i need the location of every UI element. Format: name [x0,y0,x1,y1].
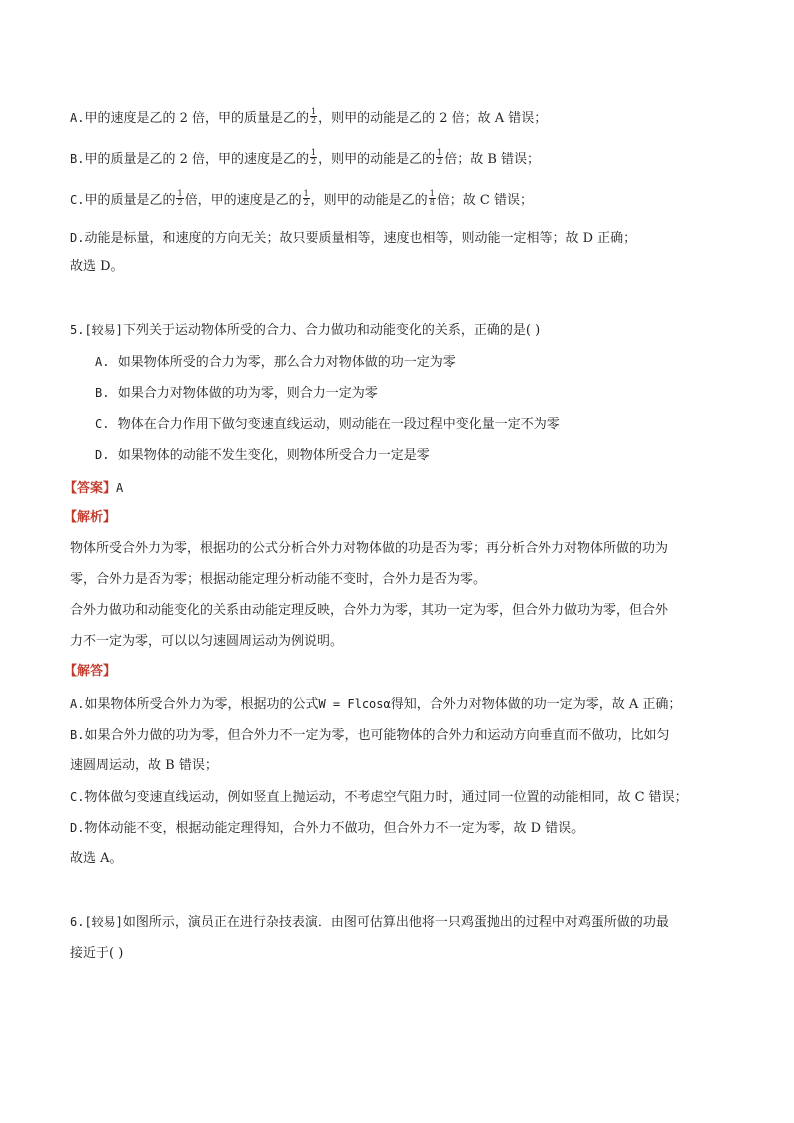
option-prefix: C. [70,790,85,804]
option-label: C. [95,417,110,431]
option-text: 物体在合力作用下做匀变速直线运动，则动能在一段过程中变化量一定不为零 [117,417,560,432]
prev-solution-d [70,228,636,249]
analysis-line: 零，合外力是否为零；根据动能定理分析动能不变时，合外力是否为零。 [70,572,487,587]
prev-solution-c [70,190,533,211]
solution-a [70,694,681,715]
solution-text: 倍；故 B 错误； [444,152,541,167]
question-text: 下列关于运动物体所受的合力、合力做功和动能变化的关系，正确的是( ) [122,323,541,338]
question-6-stem [70,912,669,933]
option-b [95,383,378,404]
solution-text: 倍，甲的速度是乙的 [184,193,302,208]
option-text: 如果物体的动能不发生变化，则物体所受合力一定是零 [117,448,430,463]
solution-d [70,818,584,839]
analysis-line: 合外力做功和动能变化的关系由动能定理反映，合外力为零，其功一定为零，但合外力做功为零，但合外 [70,603,669,618]
prev-conclusion: 故选 D。 [70,259,124,274]
solution-text: ，则甲的动能是乙的 2 倍；故 A 错误； [318,111,548,126]
option-a [95,352,456,373]
solution-text: 倍；故 C 错误； [436,193,533,208]
option-text: 如果物体所受的合力为零，那么合力对物体做的功一定为零 [117,355,456,370]
solution-text: 得知，合外力对物体做的功一定为零，故 A 正确； [390,697,682,712]
solution-b [70,725,669,746]
fraction: $\frac{1}{2}$ [177,189,183,207]
option-d [95,445,430,466]
analysis-line: 力不一定为零，可以以匀速圆周运动为例说明。 [70,634,344,649]
question-5-stem [70,320,540,341]
fraction: $\frac{1}{2}$ [303,189,309,207]
option-prefix: D. [70,231,85,245]
fraction: $\frac{1}{8}$ [429,189,435,207]
solution-text: 速圆周运动，故 B 错误； [70,758,218,773]
solution-heading: 【解答】 [64,664,117,679]
option-prefix: A. [70,697,85,711]
option-prefix: C. [70,193,85,207]
solution-text: ，则甲的动能是乙的 [310,193,428,208]
question-number: 5. [70,323,85,337]
analysis-heading: 【解析】 [64,510,117,525]
question-text: 如图所示，演员正在进行杂技表演．由图可估算出他将一只鸡蛋抛出的过程中对鸡蛋所做的功最 [122,915,669,930]
option-label: B. [95,386,110,400]
solution-text: 物体动能不变，根据动能定理得知，合外力不做功，但合外力不一定为零，故 D 错误。 [84,821,585,836]
solution-c [70,787,688,808]
solution-b-cont [70,756,218,776]
solution-text: 甲的质量是乙的 [84,193,176,208]
question-6-stem-cont: 接近于( ) [70,946,124,961]
difficulty-tag: [较易] [84,915,123,929]
option-prefix: B. [70,152,85,166]
solution-text: 如果物体所受合外力为零，根据功的公式 [84,697,319,712]
solution-text: 甲的质量是乙的 2 倍，甲的速度是乙的 [84,152,309,167]
option-prefix: A. [70,111,85,125]
option-label: D. [95,448,110,462]
solution-text: 甲的速度是乙的 2 倍，甲的质量是乙的 [84,111,309,126]
solution-text: 动能是标量，和速度的方向无关；故只要质量相等，速度也相等，则动能一定相等；故 D 正确； [84,231,637,246]
solution-text: 物体做匀变速直线运动，例如竖直上抛运动，不考虑空气阻力时，通过同一位置的动能相同，故 C 错误； [84,790,688,805]
fraction: $\frac{1}{2}$ [311,148,317,166]
option-label: A. [95,355,110,369]
analysis-line: 物体所受合外力为零，根据功的公式分析合外力对物体做的功是否为零；再分析合外力对物体所做的功为 [70,541,669,556]
solution-text: ，则甲的动能是乙的 [318,152,436,167]
solution-text: 如果合外力做的功为零，但合外力不一定为零，也可能物体的合外力和运动方向垂直而不做功，比如匀 [84,728,670,743]
difficulty-tag: [较易] [84,323,123,337]
answer-heading: 【答案】 [64,481,117,496]
option-prefix: D. [70,821,85,835]
prev-solution-a [70,108,547,129]
answer-value: A [116,481,124,495]
option-c [95,414,560,435]
solution-conclusion: 故选 A。 [70,851,123,866]
question-number: 6. [70,915,85,929]
option-prefix: B. [70,728,85,742]
formula: W = Flcosα [318,697,391,711]
fraction: $\frac{1}{2}$ [311,107,317,125]
answer-line [64,478,123,499]
option-text: 如果合力对物体做的功为零，则合力一定为零 [117,386,378,401]
fraction: $\frac{1}{2}$ [437,148,443,166]
prev-solution-b [70,149,540,170]
